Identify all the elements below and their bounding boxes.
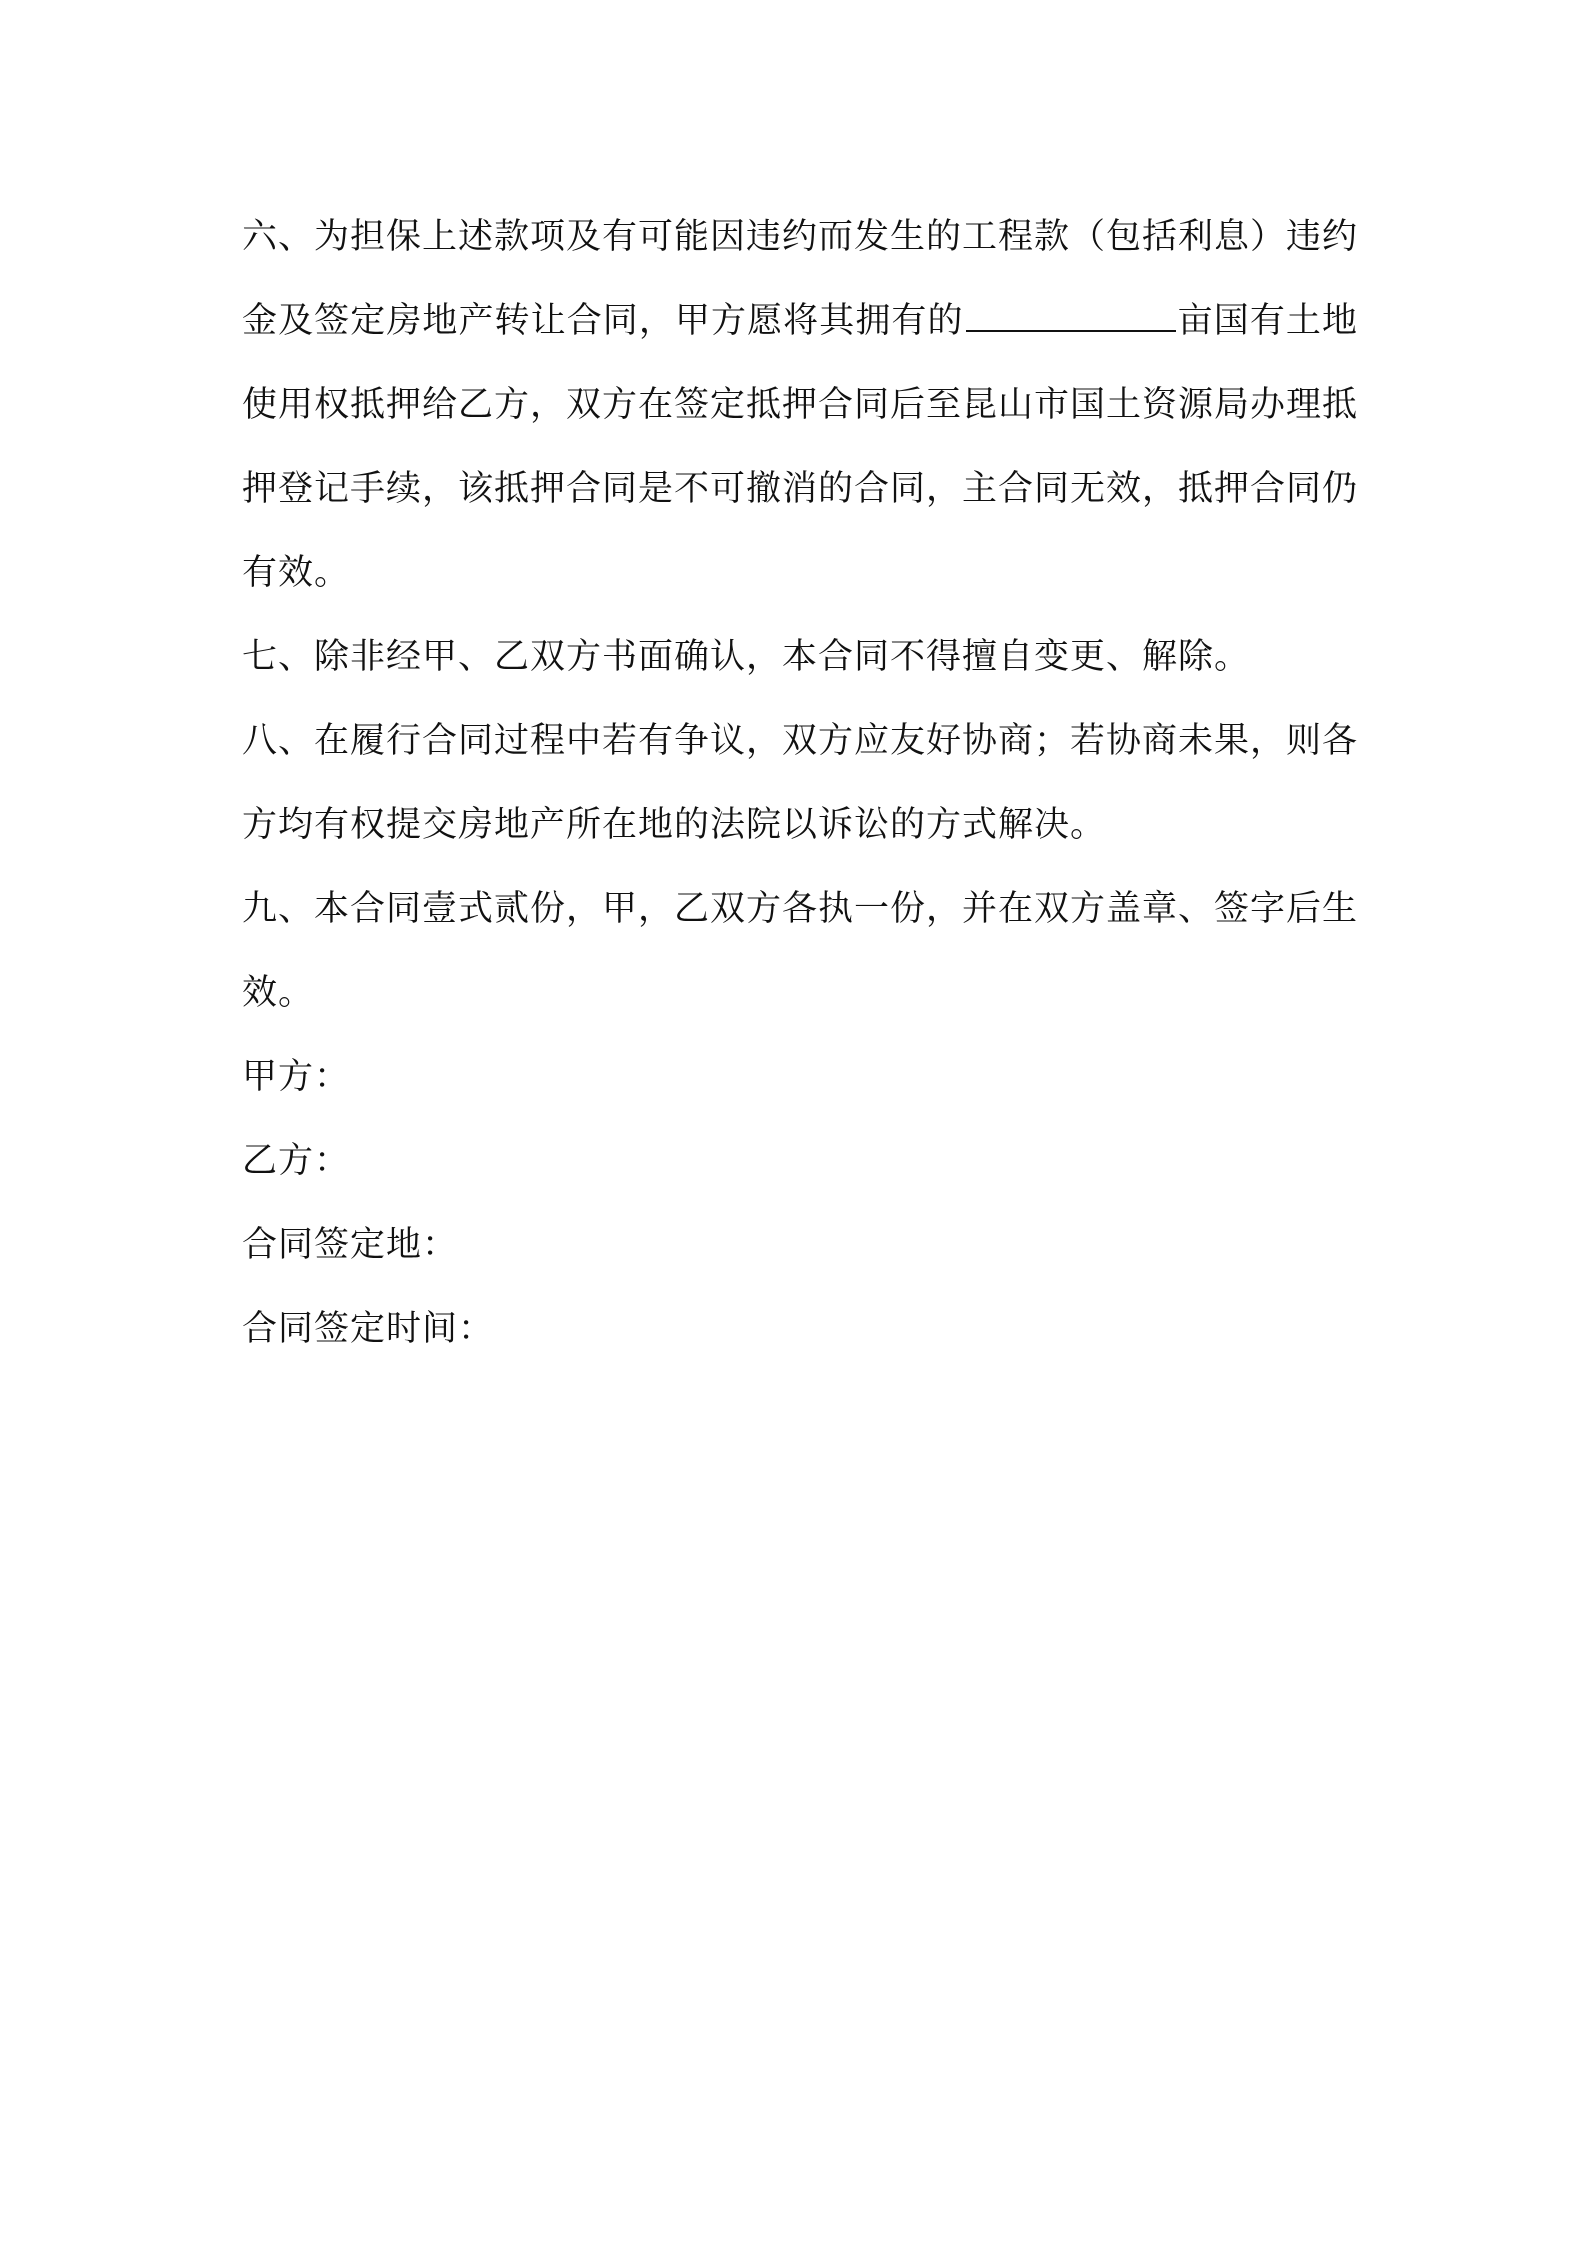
party-a-label: 甲方： (242, 1057, 351, 1097)
contract-body (242, 195, 1358, 1371)
clause-six (242, 195, 1358, 615)
signing-time-label: 合同签定时间： (242, 1309, 495, 1349)
clause-seven: 七、除非经甲、乙双方书面确认，本合同不得擅自变更、解除。 (242, 637, 1251, 677)
party-b-label: 乙方： (242, 1141, 351, 1181)
clause-nine: 九、本合同壹式贰份，甲，乙双方各执一份，并在双方盖章、签字后生效。 (242, 889, 1359, 1013)
signing-place-label: 合同签定地： (242, 1225, 459, 1265)
clause-six-part2: 亩国有土地使用权抵押给乙方，双方在签定抵押合同后至昆山市国土资源局办理抵押登记手续，该抵押合同是不可撤消的合同，主合同无效，抵押合同仍有效。 (242, 301, 1359, 593)
clause-eight: 八、在履行合同过程中若有争议，双方应友好协商；若协商未果，则各方均有权提交房地产所在地的法院以诉讼的方式解决。 (242, 721, 1359, 845)
area-blank-line (966, 300, 1176, 332)
clause-six-part1: 六、为担保上述款项及有可能因违约而发生的工程款（包括利息）违约金及签定房地产转让合同，甲方愿将其拥有的 (242, 217, 1359, 341)
